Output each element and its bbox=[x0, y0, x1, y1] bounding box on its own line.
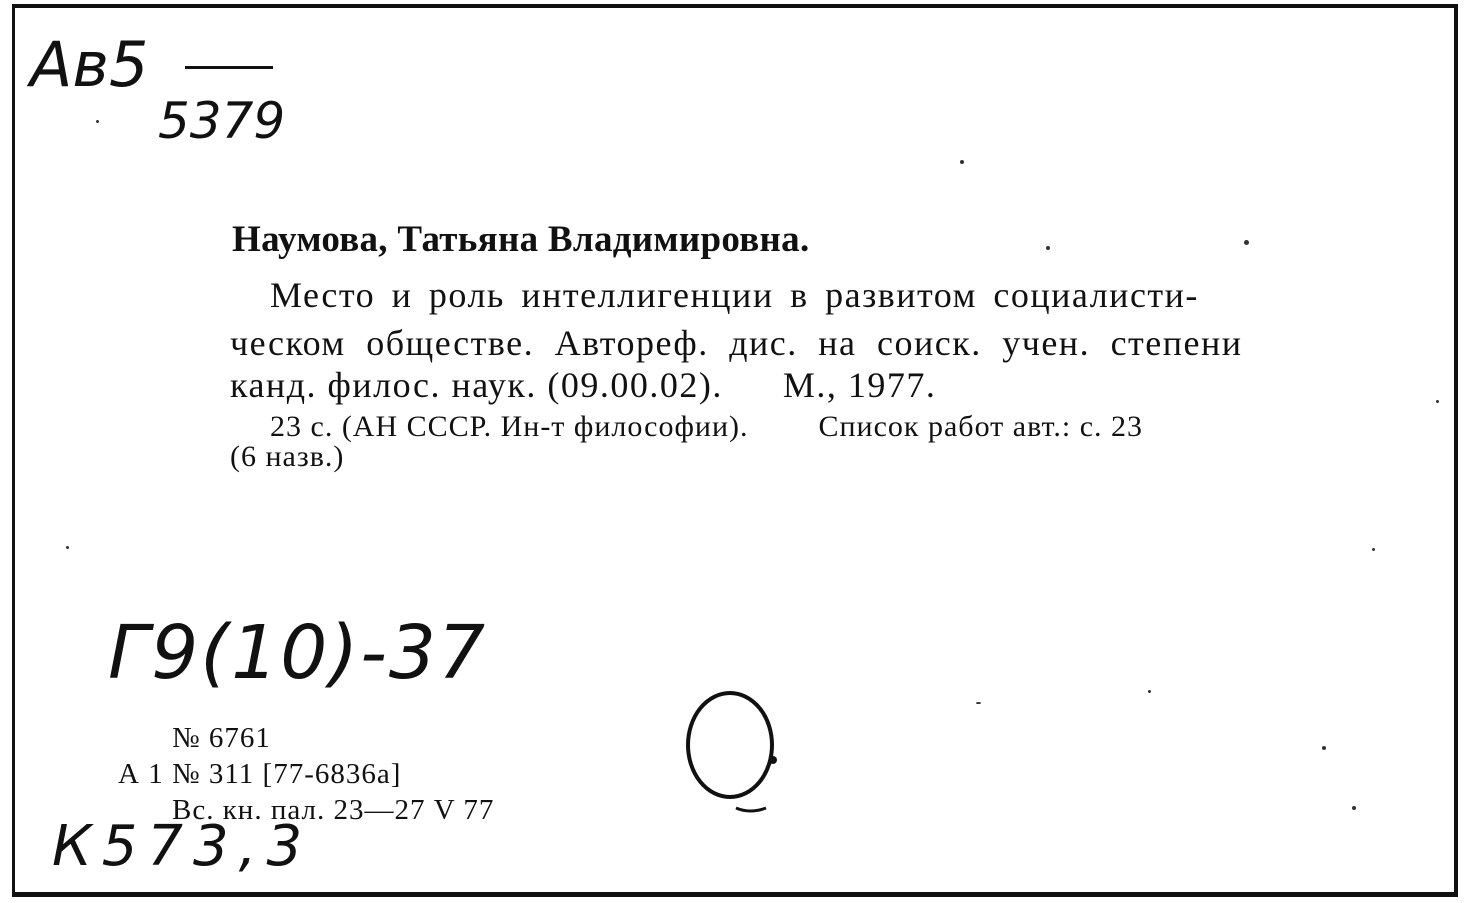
card-border-top bbox=[12, 4, 1458, 8]
collation-line bbox=[270, 410, 1143, 444]
speck bbox=[1436, 400, 1439, 403]
handwritten-shelfmark-number: 5379 bbox=[158, 92, 286, 150]
card-number: № 6761 bbox=[172, 722, 271, 754]
speck bbox=[1046, 246, 1050, 250]
speck bbox=[1372, 548, 1375, 551]
imprint: М., 1977. bbox=[782, 365, 937, 405]
bibliography-count: (6 назв.) bbox=[230, 440, 345, 473]
register-number: А 1 № 311 [77-6836а] bbox=[118, 758, 402, 790]
speck bbox=[66, 546, 69, 549]
card-border-bottom bbox=[12, 892, 1458, 897]
delivery-note: Вс. кн. пал. 23—27 V 77 bbox=[172, 794, 495, 826]
shelfmark-fraction-line bbox=[185, 66, 273, 69]
stamp-circle-mark bbox=[686, 690, 786, 815]
card-border-right bbox=[1454, 4, 1458, 896]
speck bbox=[1244, 240, 1249, 245]
author-heading: Наумова, Татьяна Владимировна. bbox=[232, 219, 810, 260]
handwritten-shelfmark-top: Ав5 bbox=[30, 28, 149, 101]
speck bbox=[1352, 806, 1356, 810]
speck bbox=[1322, 746, 1326, 750]
card-border-left bbox=[12, 4, 15, 897]
collation: 23 с. (АН СССР. Ин-т философии). bbox=[270, 410, 749, 443]
bibliography-note: Список работ авт.: с. 23 bbox=[818, 410, 1144, 443]
speck bbox=[976, 702, 981, 704]
title-line-1: Место и роль интеллигенции в развитом социалисти- bbox=[270, 275, 1199, 315]
handwritten-classification: Г9(10)-37 bbox=[108, 610, 488, 696]
degree-text: канд. филос. наук. (09.00.02). bbox=[230, 365, 723, 405]
speck bbox=[960, 160, 964, 164]
speck bbox=[1148, 690, 1151, 693]
handwritten-bottom-code: К573,3 bbox=[52, 814, 313, 879]
title-line-3 bbox=[230, 364, 936, 406]
title-line-2: ческом обществе. Автореф. дис. на соиск. учен. степени bbox=[230, 323, 1243, 363]
speck bbox=[96, 120, 99, 123]
